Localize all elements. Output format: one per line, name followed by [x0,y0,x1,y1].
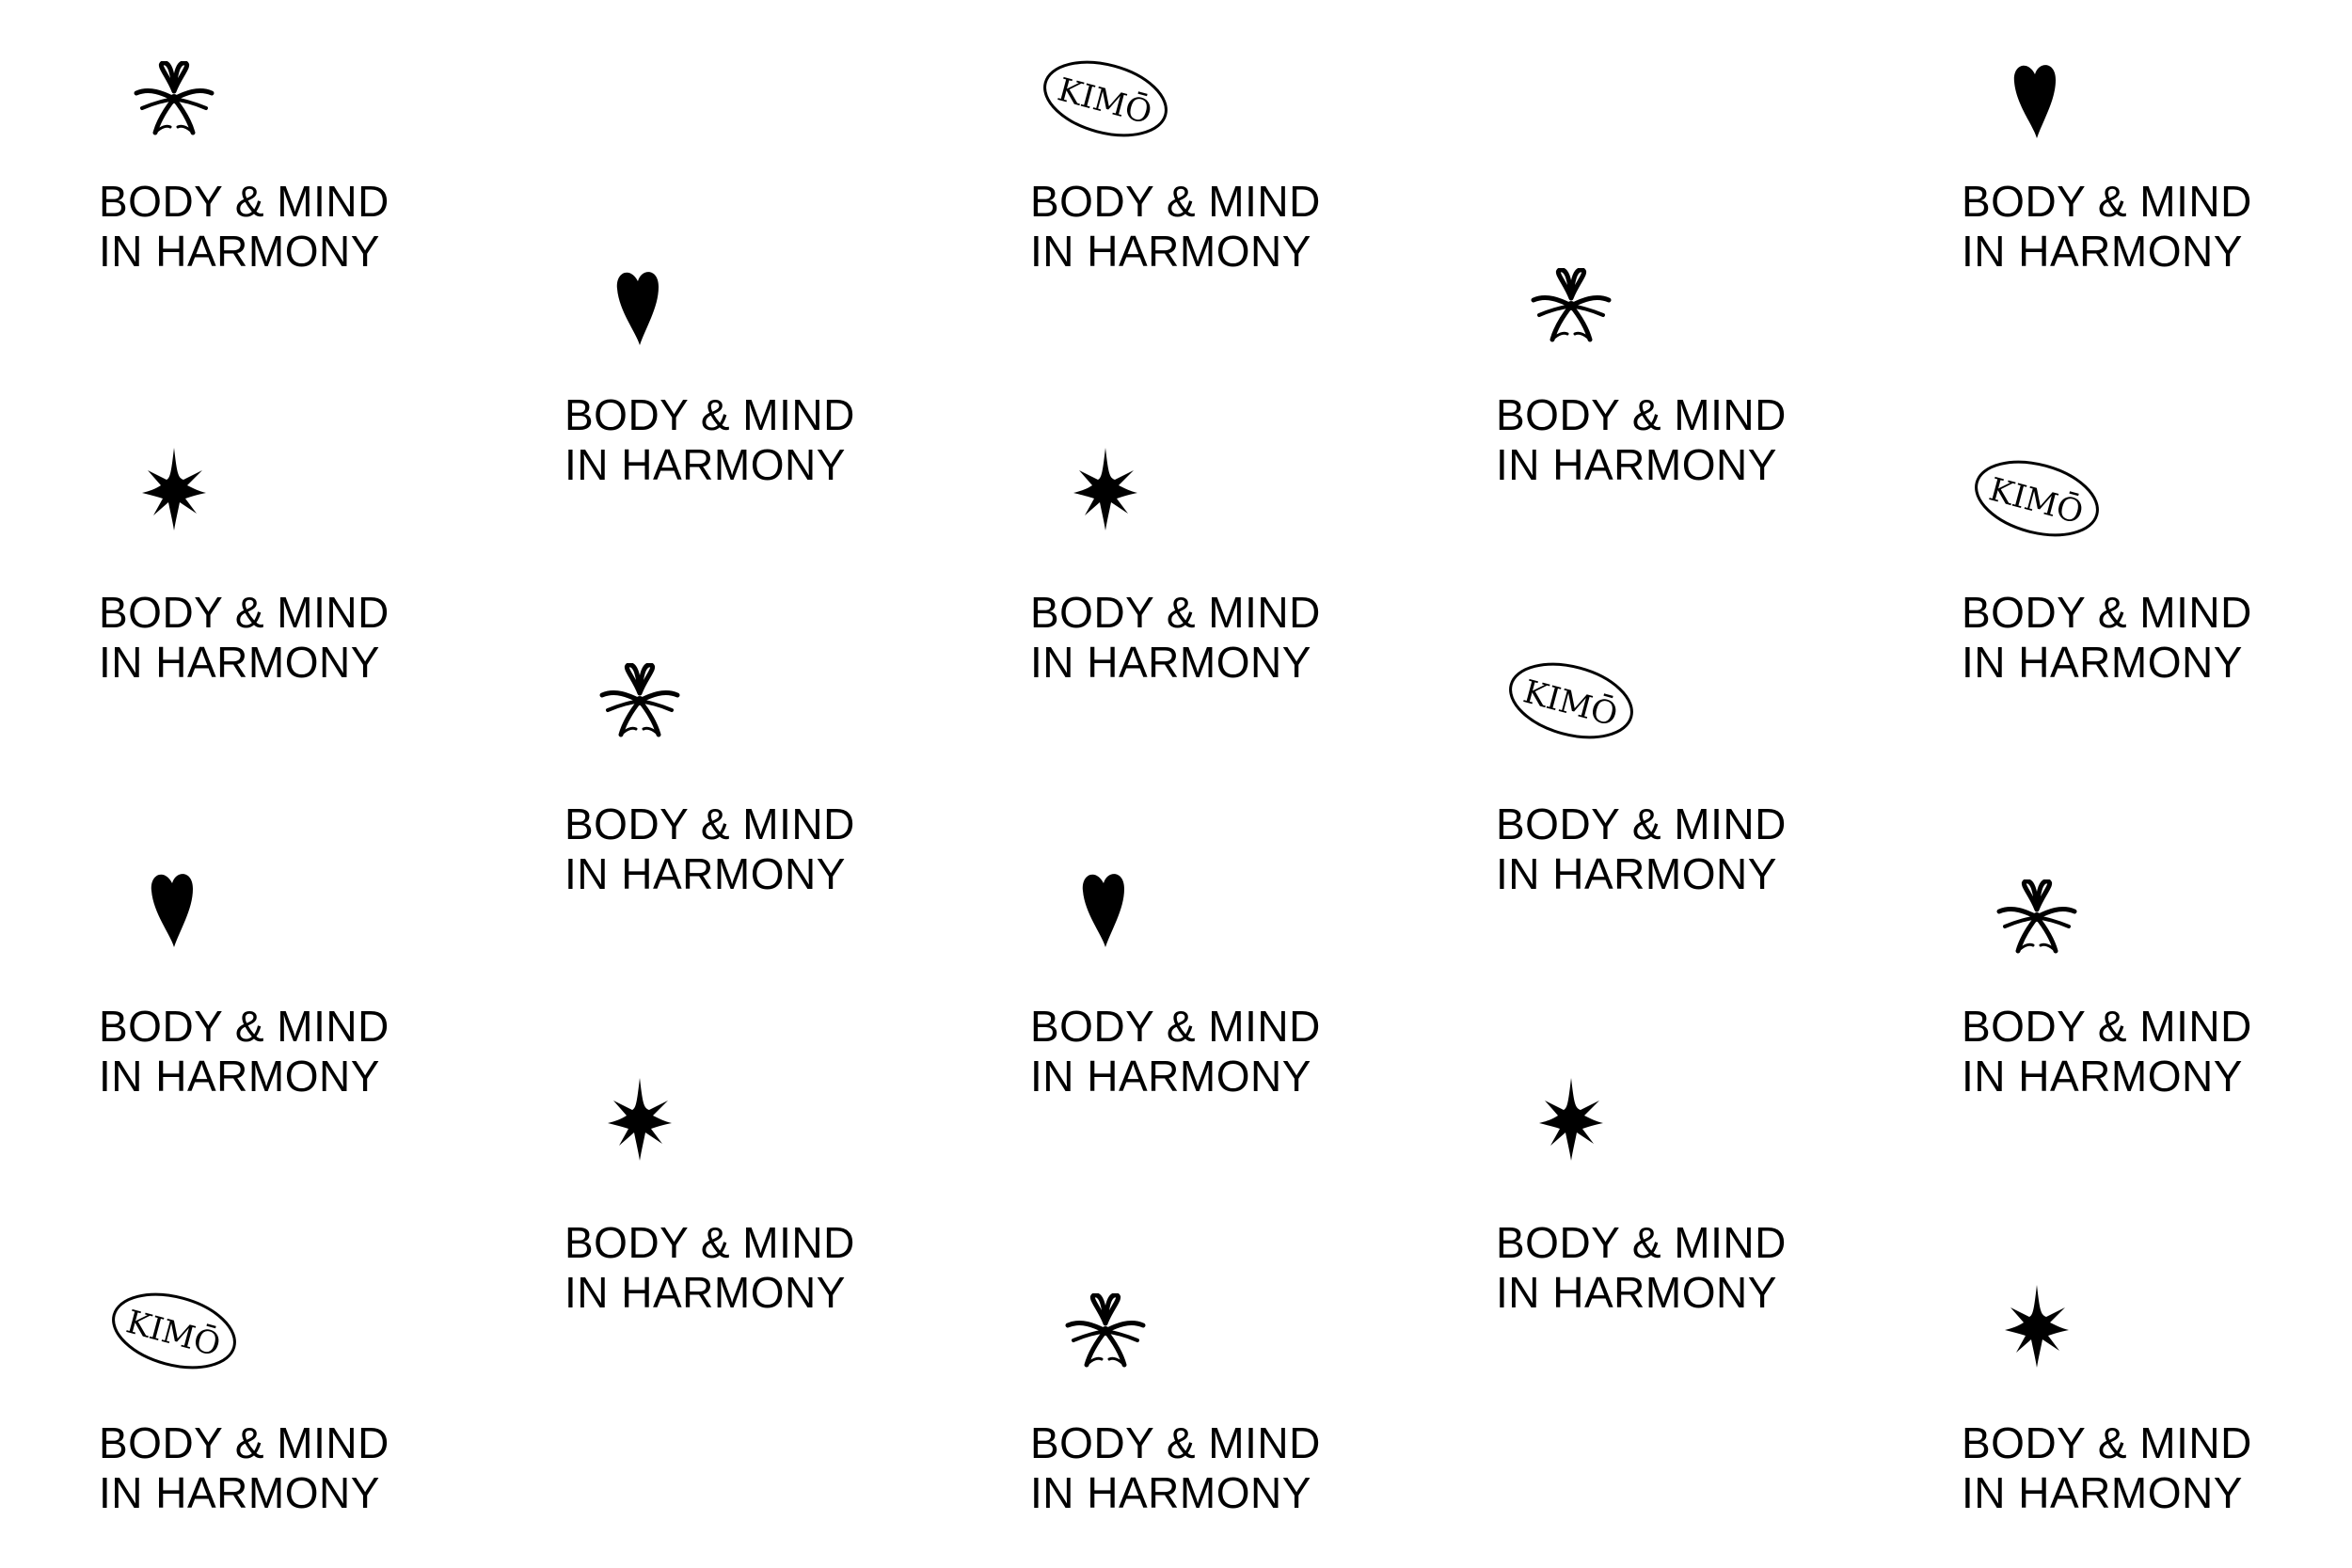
slogan: BODY & MIND IN HARMONY [564,1218,855,1317]
kimo-logo-icon [1962,456,2112,541]
slogan: BODY & MIND IN HARMONY [1962,588,2252,687]
svg-text:KIMŌ: KIMŌ [1985,470,2088,532]
slogan: BODY & MIND IN HARMONY [99,588,389,687]
bow-icon [1030,1289,1181,1373]
heart-icon [1962,56,2112,141]
slogan: BODY & MIND IN HARMONY [1030,1418,1321,1517]
bow-icon [99,56,249,141]
slogan: BODY & MIND IN HARMONY [564,390,855,489]
sparkle-star-icon [1962,1284,2112,1369]
bow-icon [1962,875,2112,959]
slogan: BODY & MIND IN HARMONY [1962,1418,2252,1517]
heart-icon [1030,865,1181,950]
slogan: BODY & MIND IN HARMONY [1496,800,1787,898]
heart-icon [564,263,715,348]
sparkle-star-icon [1496,1077,1646,1162]
slogan: BODY & MIND IN HARMONY [1030,177,1321,276]
heart-icon [99,865,249,950]
bow-icon [564,658,715,743]
slogan: BODY & MIND IN HARMONY [1030,1002,1321,1101]
sparkle-star-icon [1030,447,1181,531]
bow-icon [1496,263,1646,348]
kimo-logo-icon [1496,658,1646,743]
kimo-logo-icon [1030,56,1181,141]
slogan: BODY & MIND IN HARMONY [1962,1002,2252,1101]
slogan: BODY & MIND IN HARMONY [99,1418,389,1517]
svg-text:KIMŌ: KIMŌ [122,1303,225,1365]
svg-text:KIMŌ: KIMŌ [1519,673,1622,735]
sparkle-star-icon [99,447,249,531]
sparkle-star-icon [564,1077,715,1162]
kimo-logo-icon [99,1289,249,1373]
slogan: BODY & MIND IN HARMONY [99,1002,389,1101]
slogan: BODY & MIND IN HARMONY [564,800,855,898]
slogan: BODY & MIND IN HARMONY [99,177,389,276]
slogan: BODY & MIND IN HARMONY [1496,1218,1787,1317]
slogan: BODY & MIND IN HARMONY [1030,588,1321,687]
slogan: BODY & MIND IN HARMONY [1962,177,2252,276]
svg-text:KIMŌ: KIMŌ [1054,71,1156,133]
slogan: BODY & MIND IN HARMONY [1496,390,1787,489]
